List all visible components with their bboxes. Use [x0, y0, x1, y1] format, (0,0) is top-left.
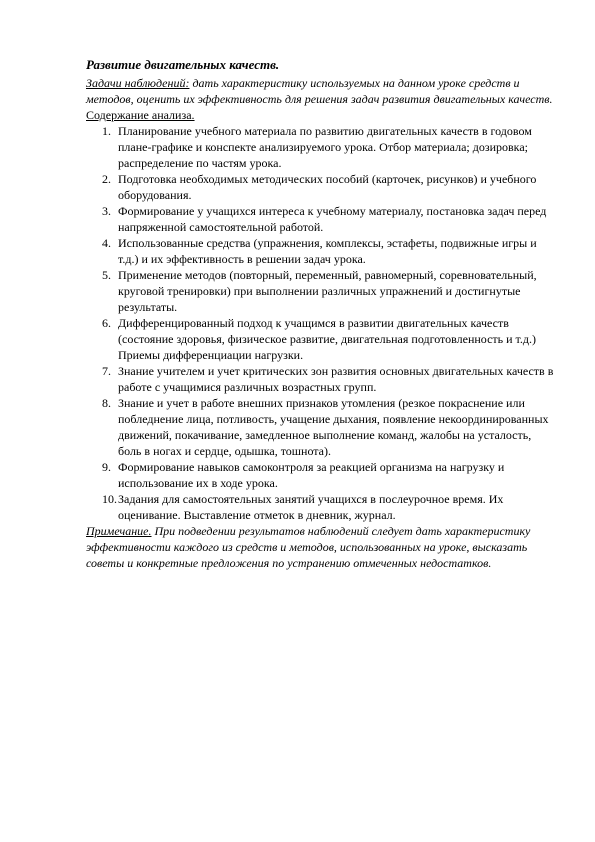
list-item-text: Задания для самостоятельных занятий учащихся в послеурочное время. Их оценивание. Выставление отметок в дневник, журнал. [118, 492, 504, 522]
note-label: Примечание. [86, 524, 152, 538]
list-item-text: Дифференцированный подход к учащимся в развитии двигательных качеств (состояние здоровья, физическое развитие, двигательная подготовленность и т.д.) Приемы дифференциации нагрузки. [118, 316, 537, 362]
list-item-number: 5. [102, 268, 111, 282]
list-item [86, 171, 556, 203]
list-item-number: 3. [102, 204, 111, 218]
list-item-text: Знание и учет в работе внешних признаков утомления (резкое покраснение или побледнение лица, потливость, учащение дыхания, появление некоординированных движений, покачивание, замедленное выполнение команд, жалобы на усталость, боль в ногах и сердце, одышка, тошнота). [118, 396, 549, 458]
list-item [86, 267, 556, 315]
list-item [86, 459, 556, 491]
list-item [86, 235, 556, 267]
list-item-text: Применение методов (повторный, переменный, равномерный, соревновательный, круговой тренировки) при выполнении различных упражнений и достигнутые результаты. [118, 268, 537, 314]
list-item-text: Формирование у учащихся интереса к учебному материалу, постановка задач перед напряженной самостоятельной работой. [118, 204, 547, 234]
section-title: Содержание анализа. [86, 108, 195, 122]
analysis-list [86, 123, 556, 523]
note-paragraph [86, 523, 556, 571]
tasks-text: дать характеристику используемых на данном уроке средств и методов, оценить их эффективность для решения задач развития двигательных качеств. [86, 76, 553, 106]
list-item-text: Использованные средства (упражнения, комплексы, эстафеты, подвижные игры и т.д.) и их эффективность в решении задач урока. [118, 236, 537, 266]
list-item-text: Планирование учебного материала по развитию двигательных качеств в годовом плане-графике и конспекте анализируемого урока. Отбор материала; дозировка; распределение по частям урока. [118, 124, 532, 170]
list-item-number: 1. [102, 124, 111, 138]
list-item-number: 6. [102, 316, 111, 330]
list-item [86, 491, 556, 523]
list-item [86, 315, 556, 363]
tasks-paragraph [86, 75, 556, 107]
list-item-number: 2. [102, 172, 111, 186]
list-item [86, 395, 556, 459]
list-item-number: 4. [102, 236, 111, 250]
document-content [86, 57, 556, 571]
tasks-label: Задачи наблюдений: [86, 76, 190, 90]
list-item-number: 7. [102, 364, 111, 378]
list-item-number: 8. [102, 396, 111, 410]
note-text: При подведении результатов наблюдений следует дать характеристику эффективности каждого из средств и методов, использованных на уроке, высказать советы и конкретные предложения по устранению отмеченных недостатков. [86, 524, 531, 570]
list-item [86, 123, 556, 171]
list-item [86, 203, 556, 235]
list-item-text: Знание учителем и учет критических зон развития основных двигательных качеств в работе с учащимися различных возрастных групп. [118, 364, 554, 394]
list-item [86, 363, 556, 395]
list-item-text: Подготовка необходимых методических пособий (карточек, рисунков) и учебного оборудования. [118, 172, 537, 202]
list-item-number: 9. [102, 460, 111, 474]
document-title: Развитие двигательных качеств. [86, 57, 280, 72]
list-item-text: Формирование навыков самоконтроля за реакцией организма на нагрузку и использование их в ходе урока. [118, 460, 505, 490]
list-item-number: 10. [102, 492, 117, 506]
